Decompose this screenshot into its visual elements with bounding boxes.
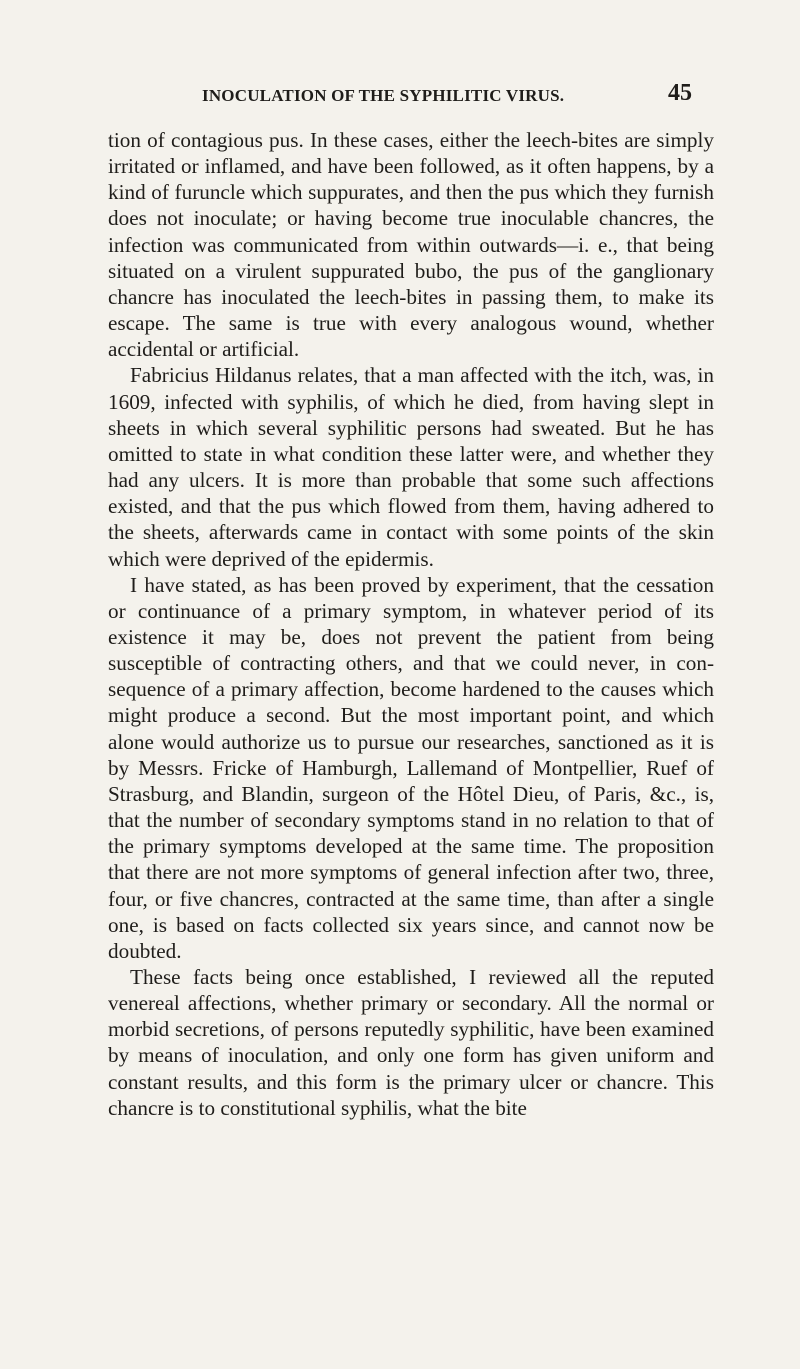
paragraph: Fabricius Hildanus relates, that a man affected with the itch, was, in 1609, infected with syphilis, of which he died, from having slept in sheets in which several syphilitic persons had sweated. But he has omitted to state in what condition these latter were, and whether they had any ulcers. It is more than probable that some such affections existed, and that the pus which flowed from them, having adhered to the sheets, afterwards came in contact with some points of the skin which were deprived of the epidermis. <box>108 363 714 571</box>
page-number: 45 <box>668 80 692 106</box>
running-title: INOCULATION OF THE SYPHILITIC VIRUS. <box>202 86 565 105</box>
paragraph: These facts being once established, I reviewed all the reputed venereal affections, whether primary or secondary. All the normal or morbid secretions, of persons reputedly syphilitic, have been examined by means of inoculation, and only one form has given uniform and constant results, and this form is the primary ulcer or chancre. This chancre is to constitutional syphilis, what the bite <box>108 965 714 1120</box>
paragraph: tion of contagious pus. In these cases, either the leech-bites are simply irritated or inflamed, and have been followed, as it often happens, by a kind of furuncle which suppurates, and then the pus which they furnish does not inoculate; or having become true inoculable chancres, the infection was communicated from within outwards—i. e., that being situated on a virulent suppurated bubo, the pus of the ganglionary chancre has inoculated the leech-bites in passing them, to make its escape. The same is true with every analogous wound, whether accidental or artificial. <box>108 128 714 362</box>
paragraph: I have stated, as has been proved by experiment, that the cessation or continuance of a primary symptom, in whatever period of its existence it may be, does not prevent the patient from being susceptible of contracting others, and that we could never, in consequence of a primary affection, become hardened to the causes which might produce a second. But the most important point, and which alone would authorize us to pursue our researches, sanctioned as it is by Messrs. Fricke of Hamburgh, Lallemand of Montpellier, Ruef of Strasburg, and Blandin, surgeon of the Hôtel Dieu, of Paris, &c., is, that the number of secondary symptoms stand in no relation to that of the primary symptoms developed at the same time. The proposition that there are not more symptoms of general infection after two, three, four, or five chancres, contracted at the same time, than after a single one, is based on facts collected six years since, and cannot now be doubted. <box>108 572 714 963</box>
body-text <box>108 127 714 1121</box>
